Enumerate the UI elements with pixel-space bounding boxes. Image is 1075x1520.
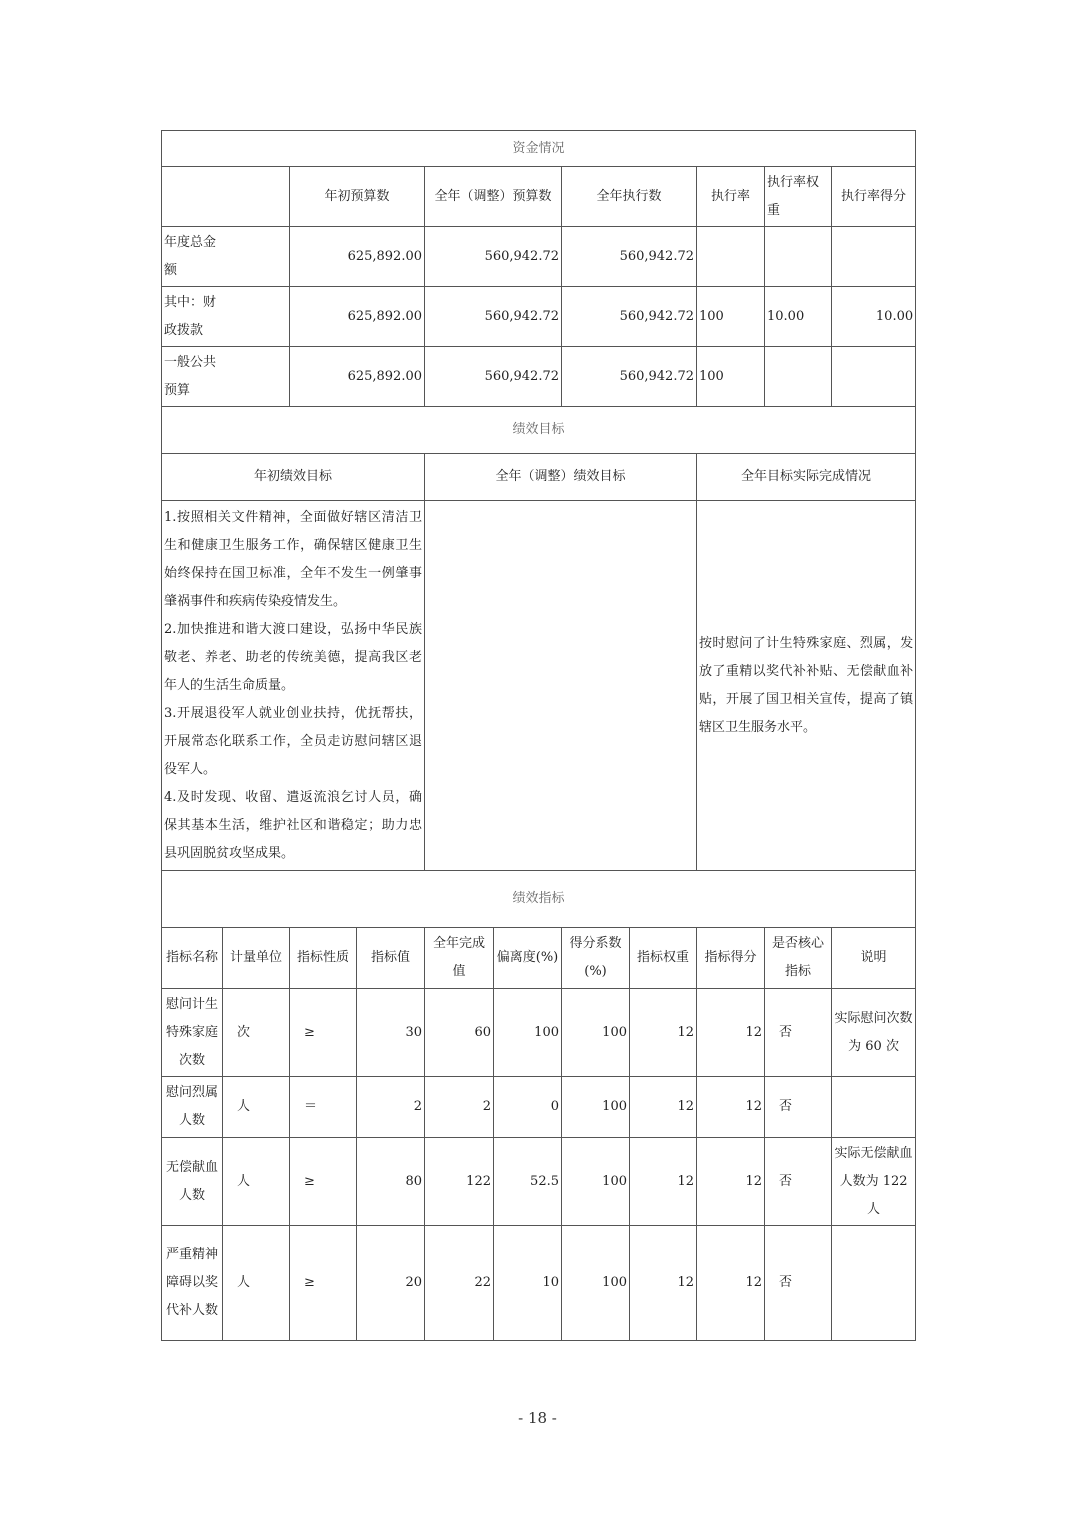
indicators-section-title: 绩效指标: [162, 871, 916, 928]
funds-header-blank: [162, 167, 290, 227]
initial-goal-item: 2.加快推进和谐大渡口建设，弘扬中华民族敬老、养老、助老的传统美德，提高我区老年人的生活生命质量。: [164, 621, 422, 693]
ind-weight: 12: [630, 1226, 697, 1341]
funds-row-initial: 625,892.00: [290, 347, 425, 407]
goals-header-adjusted: 全年（调整）绩效目标: [425, 454, 697, 501]
funds-header-row: [162, 167, 916, 227]
funds-row-rate: [697, 227, 765, 287]
page-number: - 18 -: [518, 1409, 557, 1427]
funds-row: [162, 227, 916, 287]
ind-header-note: 说明: [832, 928, 916, 989]
funds-row-executed: 560,942.72: [562, 347, 697, 407]
ind-header-coef: 得分系数(%): [562, 928, 630, 989]
funds-row-label-text: 其中：财政拨款: [164, 294, 217, 338]
ind-coef: 100: [562, 1226, 630, 1341]
ind-unit: 人: [223, 1077, 290, 1138]
ind-weight: 12: [630, 1138, 697, 1226]
ind-target: 20: [357, 1226, 425, 1341]
ind-score: 12: [697, 989, 765, 1077]
ind-unit: 次: [223, 989, 290, 1077]
ind-header-score: 指标得分: [697, 928, 765, 989]
ind-unit: 人: [223, 1226, 290, 1341]
funds-row-initial: 625,892.00: [290, 227, 425, 287]
ind-deviation: 52.5: [494, 1138, 562, 1226]
ind-actual: 60: [425, 989, 494, 1077]
ind-score: 12: [697, 1226, 765, 1341]
funds-header-score: 执行率得分: [832, 167, 916, 227]
goals-section-row: [162, 407, 916, 454]
ind-header-target: 指标值: [357, 928, 425, 989]
ind-weight: 12: [630, 989, 697, 1077]
ind-note: [832, 1226, 916, 1341]
ind-note: [832, 1077, 916, 1138]
funds-header-weight: 执行率权重: [765, 167, 832, 227]
funds-header-rate: 执行率: [697, 167, 765, 227]
goals-header-actual: 全年目标实际完成情况: [697, 454, 916, 501]
ind-deviation: 10: [494, 1226, 562, 1341]
funds-section-row: [162, 131, 916, 167]
indicator-row: [162, 1226, 916, 1341]
funds-row-label: [162, 287, 290, 347]
initial-goal-item: 4.及时发现、收留、遣返流浪乞讨人员，确保其基本生活，维护社区和谐稳定；助力忠县巩固脱贫攻坚成果。: [164, 789, 422, 861]
funds-header-adjusted: 全年（调整）预算数: [425, 167, 562, 227]
ind-header-weight: 指标权重: [630, 928, 697, 989]
ind-weight: 12: [630, 1077, 697, 1138]
indicators-header-row: [162, 928, 916, 989]
funds-row-adjusted: 560,942.72: [425, 287, 562, 347]
ind-header-actual: 全年完成值: [425, 928, 494, 989]
funds-row: [162, 287, 916, 347]
ind-actual: 2: [425, 1077, 494, 1138]
ind-score: 12: [697, 1138, 765, 1226]
ind-unit: 人: [223, 1138, 290, 1226]
ind-header-deviation: 偏离度(%): [494, 928, 562, 989]
ind-note: 实际慰问次数为 60 次: [832, 989, 916, 1077]
ind-name: 无偿献血人数: [162, 1138, 223, 1226]
funds-row-adjusted: 560,942.72: [425, 347, 562, 407]
initial-goal-item: 3.开展退役军人就业创业扶持，优抚帮扶，开展常态化联系工作，全员走访慰问辖区退役军人。: [164, 705, 422, 777]
indicators-section-row: [162, 871, 916, 928]
ind-name: 慰问计生特殊家庭次数: [162, 989, 223, 1077]
adjusted-goals-cell: [425, 501, 697, 871]
funds-row-score: 10.00: [832, 287, 916, 347]
initial-goals-cell: [162, 501, 425, 871]
indicator-row: [162, 1138, 916, 1226]
ind-header-name: 指标名称: [162, 928, 223, 989]
ind-header-unit: 计量单位: [223, 928, 290, 989]
funds-row-weight: [765, 227, 832, 287]
funds-row: [162, 347, 916, 407]
ind-deviation: 100: [494, 989, 562, 1077]
ind-score: 12: [697, 1077, 765, 1138]
funds-row-score: [832, 347, 916, 407]
ind-deviation: 0: [494, 1077, 562, 1138]
ind-nature: ＝: [290, 1077, 357, 1138]
ind-coef: 100: [562, 1138, 630, 1226]
ind-core: 否: [765, 1077, 832, 1138]
ind-core: 否: [765, 989, 832, 1077]
ind-target: 80: [357, 1138, 425, 1226]
funds-row-weight: 10.00: [765, 287, 832, 347]
funds-row-weight: [765, 347, 832, 407]
ind-core: 否: [765, 1138, 832, 1226]
ind-name: 严重精神障碍以奖代补人数: [162, 1226, 223, 1341]
ind-target: 30: [357, 989, 425, 1077]
indicator-row: [162, 1077, 916, 1138]
ind-target: 2: [357, 1077, 425, 1138]
funds-section-title: 资金情况: [162, 131, 916, 167]
funds-header-executed: 全年执行数: [562, 167, 697, 227]
funds-row-executed: 560,942.72: [562, 287, 697, 347]
ind-header-nature: 指标性质: [290, 928, 357, 989]
ind-core: 否: [765, 1226, 832, 1341]
funds-row-score: [832, 227, 916, 287]
funds-row-label: [162, 227, 290, 287]
funds-row-executed: 560,942.72: [562, 227, 697, 287]
funds-row-label-text: 一般公共预算: [164, 354, 217, 398]
ind-header-core: 是否核心指标: [765, 928, 832, 989]
performance-table: [161, 130, 916, 1341]
initial-goal-item: 1.按照相关文件精神，全面做好辖区清洁卫生和健康卫生服务工作，确保辖区健康卫生始终保持在国卫标准，全年不发生一例肇事肇祸事件和疾病传染疫情发生。: [164, 509, 422, 609]
actual-completion-cell: 按时慰问了计生特殊家庭、烈属，发放了重精以奖代补补贴、无偿献血补贴，开展了国卫相关宣传，提高了镇辖区卫生服务水平。: [697, 501, 916, 871]
ind-actual: 22: [425, 1226, 494, 1341]
funds-row-initial: 625,892.00: [290, 287, 425, 347]
funds-header-initial: 年初预算数: [290, 167, 425, 227]
ind-note: 实际无偿献血人数为 122 人: [832, 1138, 916, 1226]
ind-nature: ≥: [290, 989, 357, 1077]
ind-name: 慰问烈属人数: [162, 1077, 223, 1138]
goals-header-row: [162, 454, 916, 501]
ind-coef: 100: [562, 989, 630, 1077]
ind-nature: ≥: [290, 1138, 357, 1226]
funds-row-adjusted: 560,942.72: [425, 227, 562, 287]
funds-row-label: [162, 347, 290, 407]
goals-section-title: 绩效目标: [162, 407, 916, 454]
goals-header-initial: 年初绩效目标: [162, 454, 425, 501]
funds-row-rate: 100: [697, 347, 765, 407]
ind-nature: ≥: [290, 1226, 357, 1341]
funds-row-rate: 100: [697, 287, 765, 347]
goals-content-row: [162, 501, 916, 871]
indicator-row: [162, 989, 916, 1077]
ind-actual: 122: [425, 1138, 494, 1226]
ind-coef: 100: [562, 1077, 630, 1138]
funds-row-label-text: 年度总金额: [164, 234, 217, 278]
